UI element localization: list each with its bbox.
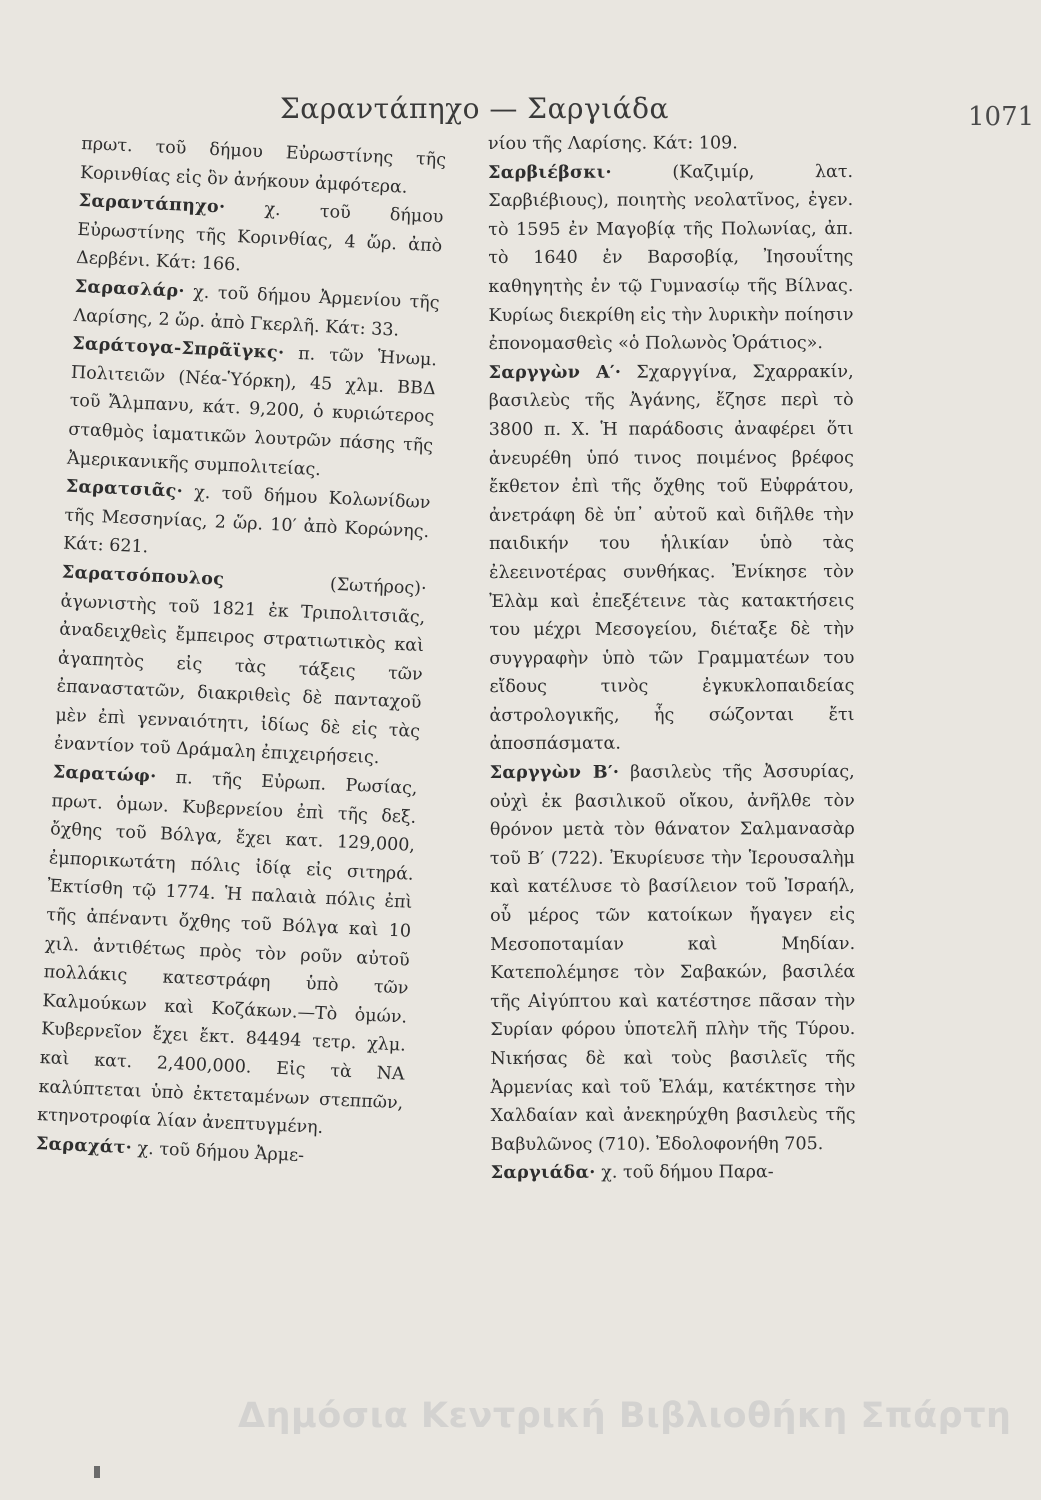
entry-text: π. τῶν Ἡνωμ. Πολιτειῶν (Νέα-Ὑόρκη), 45 χλμ. ΒΒΔ τοῦ Ἄλμπανυ, κάτ. 9,200, ὁ κυριώτερος σταθμὸς ἰαματικῶν λουτρῶν πάσης τῆς Ἀμερικανικῆς συμπολιτείας.: [66, 344, 438, 480]
entry-headword: Σαράτογα-Σπρᾶϊγκς·: [71, 333, 285, 364]
entry-headword: Σαργγὼν Α′·: [488, 362, 622, 383]
entry-text: βασιλεὺς τῆς Ἀσσυρίας, οὐχὶ ἐκ βασιλικοῦ οἴκου, ἀνῆλθε τὸν θρόνον μετὰ τὸν θάνατον Σαλμανασὰρ τοῦ Β′ (722). Ἐκυρίευσε τὴν Ἱερουσαλὴμ καὶ κατέλυσε τὸ βασίλειον τοῦ Ἰσραήλ, οὗ μέρος τῶν κατοίκων ἤγαγεν εἰς Μεσοποταμίαν καὶ Μηδίαν. Κατεπολέμησε τὸν Σαβακών, βασιλέα τῆς Αἰγύπτου καὶ κατέστησε πᾶσαν τὴν Συρίαν φόρου ὑποτελῆ πλὴν τῆς Τύρου. Νικήσας δὲ καὶ τοὺς βασιλεῖς τῆς Ἀρμενίας καὶ τοῦ Ἐλάμ, κατέκτησε τὴν Χαλδαίαν καὶ ἀνεκηρύχθη βασιλεὺς τῆς Βαβυλῶνος (710). Ἐδολοφονήθη 705.: [489, 762, 856, 1155]
entry-text: Σχαργγίνα, Σχαρρακίν, βασιλεὺς τῆς Ἀγάνης, ἔζησε περὶ τὸ 3800 π. Χ. Ἡ παράδοσις ἀναφέρει ὅτι ἀνευρέθη ὑπό τινος ποιμένος βρέφος ἔκθετον ἐπὶ τῆς ὄχθης τοῦ Εὐφράτου, ἀνετράφη δὲ ὑπ᾽ αὐτοῦ καὶ διῆλθε τὴν παιδικήν του ἡλικίαν ὑπὸ τὰς ἐλεεινοτέρας συνθήκας. Ἐνίκησε τὸν Ἐλὰμ καὶ ἐπεξέτεινε τὰς κατακτήσεις του μέχρι Μεσογείου, διέταξε δὲ τὴν συγγραφὴν ὑπὸ τῶν Γραμματέων του εἴδους τινὸς ἐγκυκλοπαιδείας ἀστρολογικῆς, ἧς σώζονται ἔτι ἀποσπάσματα.: [488, 361, 855, 755]
entry-headword: Σαρατώφ·: [52, 762, 157, 788]
entry-headword: Σαρβιέβσκι·: [488, 162, 612, 183]
entry-text: χ. τοῦ δήμου Κολωνίδων τῆς Μεσσηνίας, 2 ὥρ. 10′ ἀπὸ Κορώνης. Κάτ: 621.: [62, 482, 431, 558]
entry: [489, 358, 855, 759]
entry-headword: Σαρασλάρ·: [74, 276, 186, 302]
entry-text: χ. τοῦ δήμου Ἀρμενίου τῆς Λαρίσης, 2 ὥρ. ἀπὸ Γκερλῆ. Κάτ: 33.: [73, 282, 440, 341]
entry-text: (Σωτήρος)· ἀγωνιστὴς τοῦ 1821 ἐκ Τριπολιτσιᾶς, ἀναδειχθεὶς ἔμπειρος στρατιωτικὸς καὶ ἀγαπητὸς εἰς τὰς τάξεις τῶν ἐπαναστατῶν, διακριθεὶς δὲ πανταχοῦ μὲν ἐπὶ γενναιότητι, ἰδίως δὲ εἰς τὰς ἐναντίον τοῦ Δράμαλη ἐπιχειρήσεις.: [53, 574, 427, 769]
left-column: [35, 130, 446, 1175]
entry: [491, 1158, 856, 1188]
entry-headword: Σαργιάδα·: [490, 1163, 596, 1184]
entry: [37, 758, 418, 1146]
entry: [66, 330, 437, 489]
entry-headword: Σαρατσόπουλος: [61, 562, 225, 590]
entry-text: νίου τῆς Λαρίσης. Κάτ: 109.: [488, 133, 738, 154]
entry-headword: Σαργγὼν Β′·: [489, 762, 620, 784]
entry-text: χ. τοῦ δήμου Ἀρμε-: [137, 1138, 305, 1166]
entry-text: πρωτ. τοῦ δήμου Εὐρωστίνης τῆς Κορινθίας εἰς ὃν ἀνήκουν ἀμφότερα.: [79, 133, 447, 198]
page-number: 1071: [968, 102, 1035, 132]
entry: [53, 558, 427, 775]
entry-text: (Καζιμίρ, λατ. Σαρβιέβιους), ποιητὴς νεολατῖνος, ἐγεν. τὸ 1595 ἐν Μαγοβίᾳ τῆς Πολωνίας, ἀπ. τὸ 1640 ἐν Βαρσοβίᾳ, Ἰησουΐτης καθηγητὴς ἐν τῷ Γυμνασίῳ τῆς Βίλνας. Κυρίως διεκρίθη εἰς τὴν λυρικὴν ποίησιν ἐπονομασθεὶς «ὁ Πολωνὸς Ὁράτιος».: [488, 161, 854, 355]
right-column: [488, 129, 856, 1188]
entry: [76, 187, 445, 289]
library-watermark: Δημόσια Κεντρική Βιβλιοθήκη Σπάρτη: [238, 1396, 1012, 1436]
entry: [488, 129, 853, 159]
entry: [488, 158, 854, 359]
entry-headword: Σαραχάτ·: [35, 1133, 133, 1159]
entry-headword: Σαραντάπηχο·: [78, 191, 226, 218]
running-header: Σαραντάπηχο — Σαργιάδα: [280, 92, 669, 125]
entry: [63, 473, 432, 575]
scan-speck: [94, 1466, 100, 1478]
entry-headword: Σαρατσιᾶς·: [65, 476, 184, 503]
entry: [490, 758, 856, 1159]
entry-text: π. τῆς Εὐρωπ. Ρωσίας, πρωτ. ὁμων. Κυβερνείου ἐπὶ τῆς δεξ. ὄχθης τοῦ Βόλγα, ἔχει κατ. 129,000, ἐμπορικωτάτη πόλις ἰδίᾳ εἰς σιτηρά. Ἐκτίσθη τῷ 1774. Ἡ παλαιὰ πόλις ἐπὶ τῆς ἀπέναντι ὄχθης τοῦ Βόλγα καὶ 10 χιλ. ἀντιθέτως πρὸς τὸν ροῦν αὐτοῦ πολλάκις κατεστράφη ὑπὸ τῶν Καλμούκων καὶ Κοζάκων.—Τὸ ὁμών. Κυβερνεῖον ἔχει ἔκτ. 84494 τετρ. χλμ. καὶ κατ. 2,400,000. Εἰς τὰ ΝΑ καλύπτεται ὑπὸ ἐκτεταμένων στεππῶν, κτηνοτροφία λίαν ἀνεπτυγμένη.: [36, 767, 418, 1139]
entry-text: χ. τοῦ δήμου Εὐρωστίνης τῆς Κορινθίας, 4 ὥρ. ἀπὸ Δερβένι. Κάτ: 166.: [75, 199, 444, 276]
entry-text: χ. τοῦ δήμου Παρα-: [601, 1162, 774, 1184]
